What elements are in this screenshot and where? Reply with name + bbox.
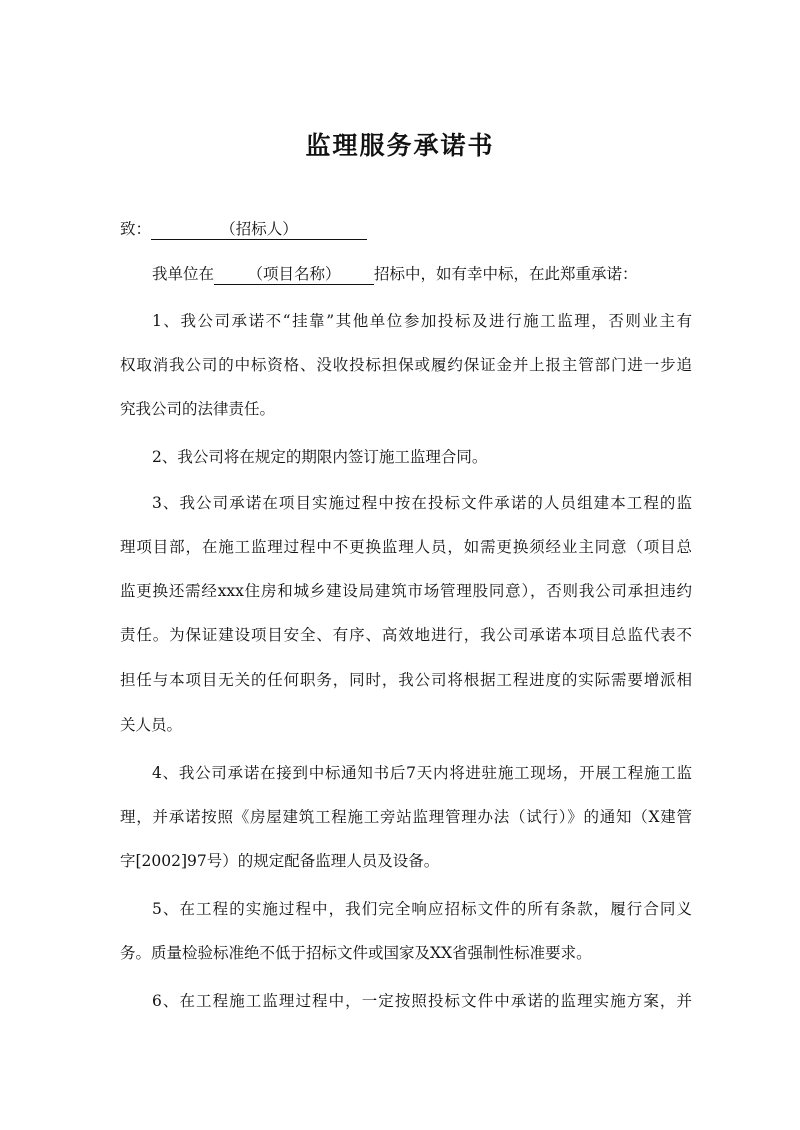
text-line: 权取消我公司的中标资格、没收投标担保或履约保证金并上报主管部门进一步追 bbox=[120, 356, 692, 374]
intro-prefix: 我单位在 bbox=[152, 265, 215, 283]
text-line: 1、我公司承诺不“挂靠”其他单位参加投标及进行施工监理，否则业主有 bbox=[152, 312, 692, 330]
project-name-blank: （项目名称） bbox=[214, 264, 374, 285]
text-line: 6、在工程施工监理过程中，一定按照投标文件中承诺的监理实施方案，并 bbox=[152, 992, 692, 1010]
text-line: 究我公司的法律责任。 bbox=[120, 400, 276, 418]
addressee-prefix: 致： bbox=[120, 220, 152, 238]
text-line: 字[2002]97号）的规定配备监理人员及设备。 bbox=[120, 852, 440, 870]
text-line: 责任。为保证建设项目安全、有序、高效地进行，我公司承诺本项目总监代表不 bbox=[120, 626, 692, 644]
text-line: 3、我公司承诺在项目实施过程中按在投标文件承诺的人员组建本工程的监 bbox=[152, 494, 692, 512]
text-line: 关人员。 bbox=[120, 716, 183, 734]
tenderer-blank: （招标人） bbox=[151, 219, 367, 240]
text-line: 担任与本项目无关的任何职务，同时，我公司将根据工程进度的实际需要增派相 bbox=[120, 671, 692, 689]
addressee-line bbox=[120, 218, 692, 240]
text-line: 理，并承诺按照《房屋建筑工程施工旁站监理管理办法（试行）》的通知（X建管 bbox=[120, 808, 692, 826]
document-title: 监理服务承诺书 bbox=[305, 131, 495, 160]
text-line: 2、我公司将在规定的期限内签订施工监理合同。 bbox=[152, 448, 488, 466]
text-line: 监更换还需经xxx住房和城乡建设局建筑市场管理股同意），否则我公司承担违约 bbox=[120, 582, 692, 600]
intro-suffix: 招标中，如有幸中标，在此郑重承诺： bbox=[374, 265, 638, 283]
intro-line bbox=[152, 263, 692, 285]
text-line: 务。质量检验标准绝不低于招标文件或国家及XX省强制性标准要求。 bbox=[120, 944, 592, 962]
text-line: 理项目部，在施工监理过程中不更换监理人员，如需更换须经业主同意（项目总 bbox=[120, 538, 692, 556]
text-line: 4、我公司承诺在接到中标通知书后7天内将进驻施工现场，开展工程施工监 bbox=[152, 764, 692, 782]
text-line: 5、在工程的实施过程中，我们完全响应招标文件的所有条款，履行合同义 bbox=[152, 900, 692, 918]
